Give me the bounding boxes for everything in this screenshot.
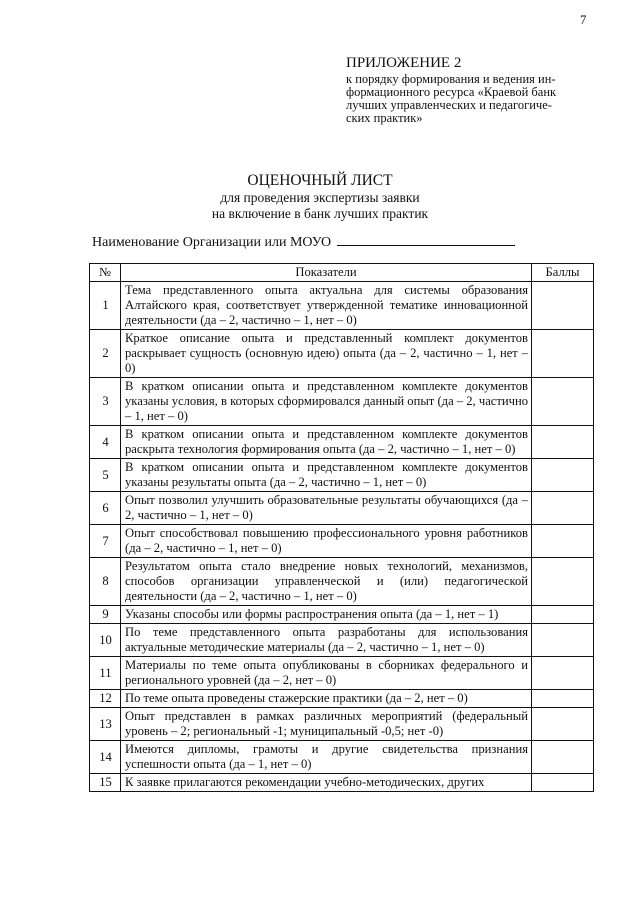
row-score-cell[interactable] <box>532 378 594 426</box>
row-number: 15 <box>90 774 121 792</box>
page-number: 7 <box>580 12 587 27</box>
row-criteria-text: В кратком описании опыта и представленном комплекте документов указаны условия, в которых сформировался данный опыт (да – 2, частично – 1, нет – 0) <box>121 378 532 426</box>
document-subtitle: для проведения экспертизы заявки <box>220 190 420 205</box>
document-header <box>0 172 640 222</box>
table-row <box>90 459 594 492</box>
row-number: 11 <box>90 657 121 690</box>
table-row <box>90 492 594 525</box>
table-row <box>90 525 594 558</box>
row-criteria-text: В кратком описании опыта и представленном комплекте документов раскрыта технология формирования опыта (да – 2, частично – 1, нет – 0) <box>121 426 532 459</box>
row-score-cell[interactable] <box>532 492 594 525</box>
table-row <box>90 708 594 741</box>
row-criteria-text: По теме опыта проведены стажерские практики (да – 2, нет – 0) <box>121 690 532 708</box>
table-row <box>90 426 594 459</box>
table-row <box>90 606 594 624</box>
row-score-cell[interactable] <box>532 282 594 330</box>
row-number: 4 <box>90 426 121 459</box>
appendix-line: ских практик» <box>346 111 423 125</box>
table-row <box>90 690 594 708</box>
row-number: 14 <box>90 741 121 774</box>
row-number: 10 <box>90 624 121 657</box>
row-criteria-text: Результатом опыта стало внедрение новых технологий, механизмов, способов организации управленческой и (или) педагогической деятельности (да – 2, частично – 1, нет – 0) <box>121 558 532 606</box>
row-number: 12 <box>90 690 121 708</box>
row-score-cell[interactable] <box>532 624 594 657</box>
row-number: 2 <box>90 330 121 378</box>
row-score-cell[interactable] <box>532 459 594 492</box>
row-score-cell[interactable] <box>532 690 594 708</box>
row-number: 3 <box>90 378 121 426</box>
row-criteria-text: В кратком описании опыта и представленном комплекте документов указаны результаты опыта (да – 2, частично – 1, нет – 0) <box>121 459 532 492</box>
row-criteria-text: Указаны способы или формы распространения опыта (да – 1, нет – 1) <box>121 606 532 624</box>
table-row <box>90 558 594 606</box>
row-score-cell[interactable] <box>532 426 594 459</box>
table-header-row <box>90 264 594 282</box>
header-number: № <box>90 264 121 282</box>
row-score-cell[interactable] <box>532 657 594 690</box>
row-criteria-text: Тема представленного опыта актуальна для системы образования Алтайского края, соответствует утвержденной тематике инновационной деятельности (да – 2, частично – 1, нет – 0) <box>121 282 532 330</box>
row-score-cell[interactable] <box>532 741 594 774</box>
appendix-title: ПРИЛОЖЕНИЕ 2 <box>346 55 462 71</box>
row-criteria-text: Материалы по теме опыта опубликованы в сборниках федерального и регионального уровней (да – 2, нет – 0) <box>121 657 532 690</box>
row-criteria-text: Имеются дипломы, грамоты и другие свидетельства признания успешности опыта (да – 1, нет – 0) <box>121 741 532 774</box>
appendix-text <box>346 73 606 125</box>
appendix-line: лучших управленческих и педагогиче- <box>346 98 552 112</box>
row-criteria-text: Опыт способствовал повышению профессионального уровня работников (да – 2, частично – 1, нет – 0) <box>121 525 532 558</box>
table-row <box>90 378 594 426</box>
header-score: Баллы <box>532 264 594 282</box>
row-criteria-text: По теме представленного опыта разработаны для использования актуальные методические материалы (да – 2, частично – 1, нет – 0) <box>121 624 532 657</box>
row-number: 8 <box>90 558 121 606</box>
header-criteria: Показатели <box>121 264 532 282</box>
row-score-cell[interactable] <box>532 525 594 558</box>
organization-field <box>92 232 515 252</box>
table-row <box>90 330 594 378</box>
appendix-line: формационного ресурса «Краевой банк <box>346 85 557 99</box>
table-row <box>90 282 594 330</box>
document-subtitle: на включение в банк лучших практик <box>211 206 429 221</box>
row-number: 7 <box>90 525 121 558</box>
appendix-line: к порядку формирования и ведения ин- <box>346 72 556 86</box>
document-title: ОЦЕНОЧНЫЙ ЛИСТ <box>247 172 393 189</box>
row-number: 6 <box>90 492 121 525</box>
table-row <box>90 624 594 657</box>
row-number: 9 <box>90 606 121 624</box>
table-row <box>90 657 594 690</box>
organization-label: Наименование Организации или МОУО <box>92 235 332 250</box>
evaluation-table <box>89 263 594 792</box>
table-row <box>90 741 594 774</box>
row-number: 13 <box>90 708 121 741</box>
table-row <box>90 774 594 792</box>
row-score-cell[interactable] <box>532 774 594 792</box>
appendix-block <box>346 55 606 125</box>
row-criteria-text: Опыт позволил улучшить образовательные результаты обучающихся (да – 2, частично – 1, нет – 0) <box>121 492 532 525</box>
row-criteria-text: К заявке прилагаются рекомендации учебно-методических, других <box>121 774 532 792</box>
row-criteria-text: Краткое описание опыта и представленный комплект документов раскрывает сущность (основную идею) опыта (да – 2, частично – 1, нет – 0) <box>121 330 532 378</box>
row-score-cell[interactable] <box>532 708 594 741</box>
organization-blank-line[interactable] <box>337 232 515 246</box>
row-number: 5 <box>90 459 121 492</box>
row-criteria-text: Опыт представлен в рамках различных мероприятий (федеральный уровень – 2; региональный -1; муниципальный -0,5; нет -0) <box>121 708 532 741</box>
row-score-cell[interactable] <box>532 330 594 378</box>
row-score-cell[interactable] <box>532 558 594 606</box>
row-number: 1 <box>90 282 121 330</box>
row-score-cell[interactable] <box>532 606 594 624</box>
